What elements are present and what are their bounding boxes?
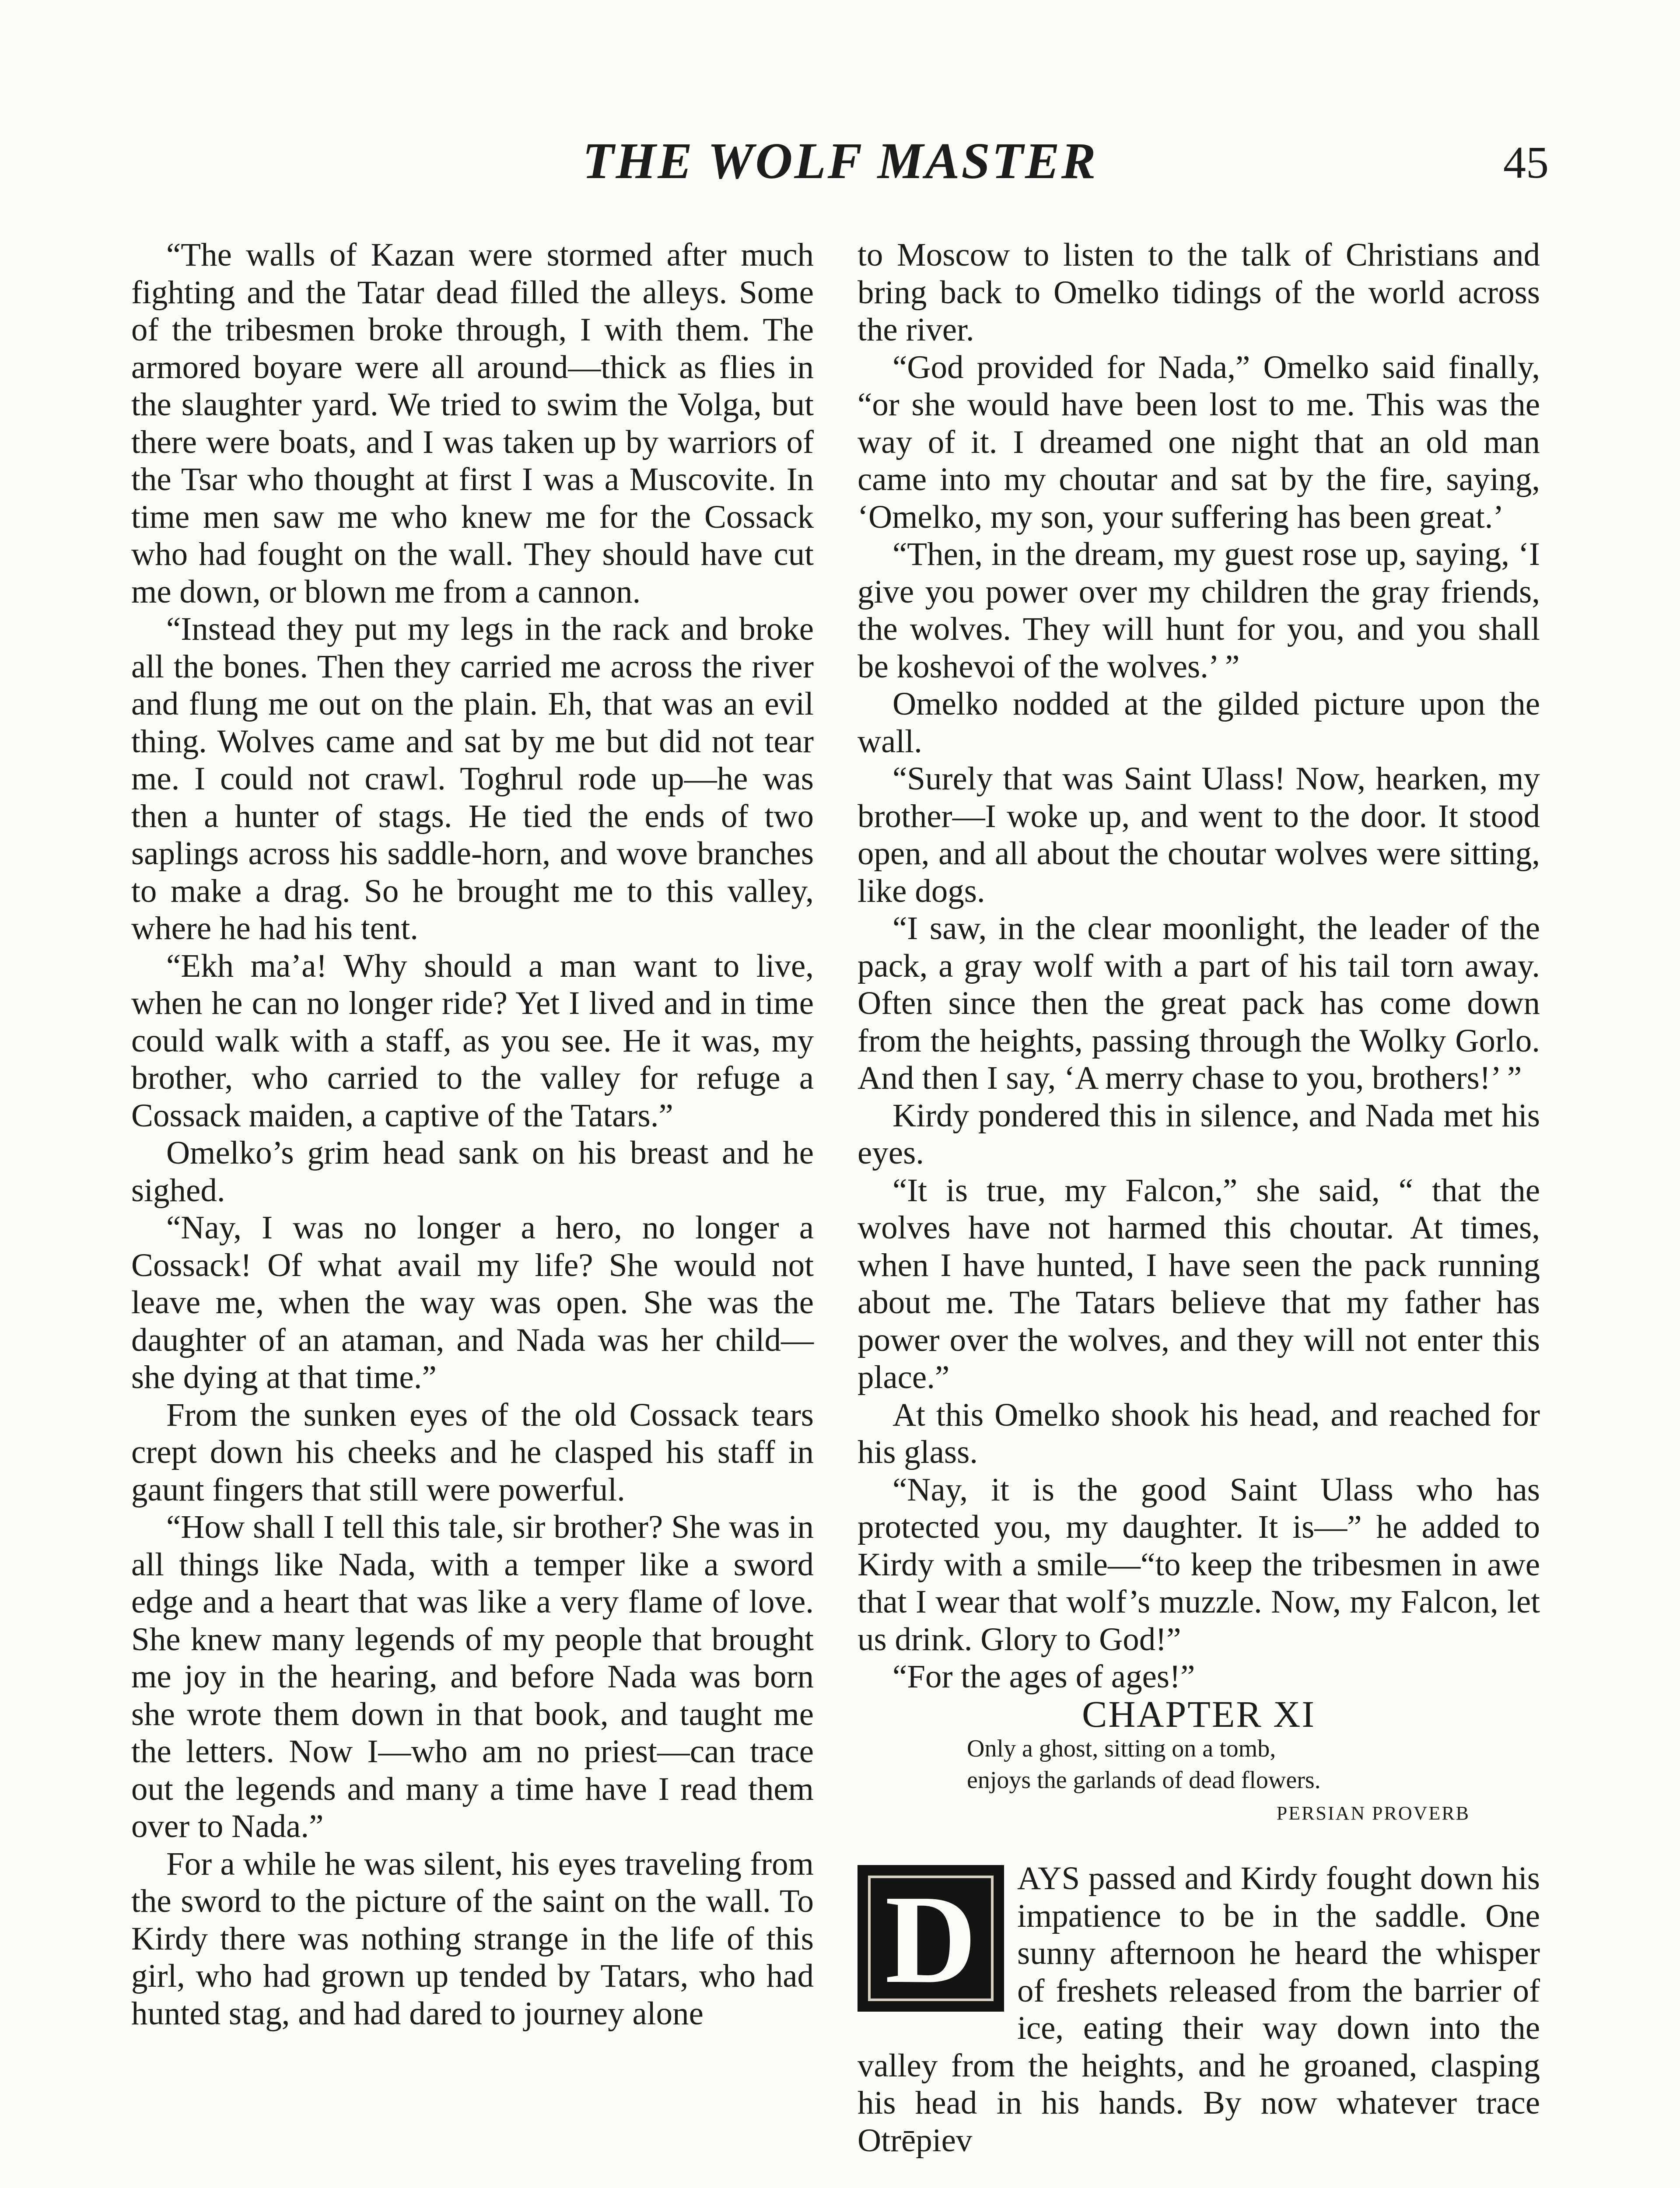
paragraph: to Moscow to listen to the talk of Christians and bring back to Omelko tidings of the world across the river. — [858, 237, 1540, 348]
chapter-opening — [858, 1860, 1540, 2159]
left-column — [131, 236, 814, 2032]
epigraph-line: Only a ghost, sitting on a tomb, — [967, 1735, 1276, 1762]
chapter-heading: CHAPTER XI — [1082, 1693, 1316, 1735]
paragraph: “I saw, in the clear moonlight, the leader of the pack, a gray wolf with a part of his tail torn away. Often since then the great pack has come down from the heights, passing through the Wolky Gorlo. And then I say, ‘A merry chase to you, brothers!’ ” — [858, 910, 1540, 1096]
paragraph: Kirdy pondered this in silence, and Nada met his eyes. — [858, 1097, 1540, 1171]
paragraph: At this Omelko shook his head, and reached for his glass. — [858, 1396, 1540, 1470]
page-number: 45 — [1503, 137, 1549, 188]
paragraph: “It is true, my Falcon,” she said, “ that the wolves have not harmed this choutar. At times, when I have hunted, I have seen the pack running about me. The Tatars believe that my father has power over the wolves, and they will not enter this place.” — [858, 1172, 1540, 1396]
page-header — [131, 131, 1549, 206]
paragraph: “Surely that was Saint Ulass! Now, hearken, my brother—I woke up, and went to the door. It stood open, and all about the choutar wolves were sitting, like dogs. — [858, 761, 1540, 909]
paragraph: “How shall I tell this tale, sir brother? She was in all things like Nada, with a temper like a sword edge and a heart that was like a very flame of love. She knew many legends of my people that brought me joy in the hearing, and before Nada was born she wrote them down in that book, and taught me the letters. Now I—who am no priest—can trace out the legends and many a time have I read them over to Nada.” — [131, 1509, 814, 1844]
paragraph: “For the ages of ages!” — [892, 1659, 1195, 1695]
paragraph: “Nay, I was no longer a hero, no longer a Cossack! Of what avail my life? She would not leave me, when the way was open. She was the daughter of an ataman, and Nada was her child—she dying at that time.” — [131, 1210, 814, 1396]
drop-cap-letter: D — [885, 1869, 977, 2009]
epigraph — [967, 1733, 1470, 1829]
drop-cap — [858, 1865, 1004, 2012]
paragraph: “Instead they put my legs in the rack and broke all the bones. Then they carried me across the river and flung me out on the plain. Eh, that was an evil thing. Wolves came and sat by me but did not tear me. I could not crawl. Toghrul rode up—he was then a hunter of stags. He tied the ends of two saplings across his saddle-horn, and wove branches to make a drag. So he brought me to this valley, where he had his tent. — [131, 611, 814, 947]
paragraph: For a while he was silent, his eyes traveling from the sword to the picture of the saint on the wall. To Kirdy there was nothing strange in the life of this girl, who had grown up tended by Tatars, who had hunted stag, and had dared to journey alone — [131, 1845, 814, 2032]
paragraph: “Nay, it is the good Saint Ulass who has protected you, my daughter. It is—” he added to Kirdy with a smile—“to keep the tribesmen in awe that I wear that wolf’s muzzle. Now, my Falcon, let us drink. Glory to God!” — [858, 1471, 1540, 1658]
paragraph: “Ekh ma’a! Why should a man want to live, when he can no longer ride? Yet I lived and in time could walk with a staff, as you see. He it was, my brother, who carried to the valley for refuge a Cossack maiden, a captive of the Tatars.” — [131, 947, 814, 1134]
epigraph-source: PERSIAN PROVERB — [1276, 1802, 1470, 1824]
paragraph: Omelko’s grim head sank on his breast and he sighed. — [131, 1135, 814, 1209]
paragraph: From the sunken eyes of the old Cossack tears crept down his cheeks and he clasped his staff in gaunt fingers that still were powerful. — [131, 1396, 814, 1508]
paragraph: Omelko nodded at the gilded picture upon the wall. — [858, 686, 1540, 760]
epigraph-line: enjoys the garlands of dead flowers. — [967, 1767, 1321, 1794]
paragraph: AYS passed and Kirdy fought down his impatience to be in the saddle. One sunny afternoon he heard the whisper of freshets released from the barrier of ice, eating their way down into the valley from the heights, and he groaned, clasping his head in his hands. By now whatever trace Otrēpiev — [858, 1860, 1540, 2159]
paragraph: “Then, in the dream, my guest rose up, saying, ‘I give you power over my children the gray friends, the wolves. They will hunt for you, and you shall be koshevoi of the wolves.’ ” — [858, 536, 1540, 685]
paragraph: “God provided for Nada,” Omelko said finally, “or she would have been lost to me. This was the way of it. I dreamed one night that an old man came into my choutar and sat by the fire, saying, ‘Omelko, my son, your suffering has been great.’ — [858, 349, 1540, 535]
paragraph: “The walls of Kazan were stormed after much fighting and the Tatar dead filled the alleys. Some of the tribesmen broke through, I with them. The armored boyare were all around—thick as flies in the slaughter yard. We tried to swim the Volga, but there were boats, and I was taken up by warriors of the Tsar who thought at first I was a Muscovite. In time men saw me who knew me for the Cossack who had fought on the wall. They should have cut me down, or blown me from a cannon. — [131, 237, 814, 610]
running-title: THE WOLF MASTER — [582, 132, 1098, 189]
right-column — [858, 236, 1540, 2159]
